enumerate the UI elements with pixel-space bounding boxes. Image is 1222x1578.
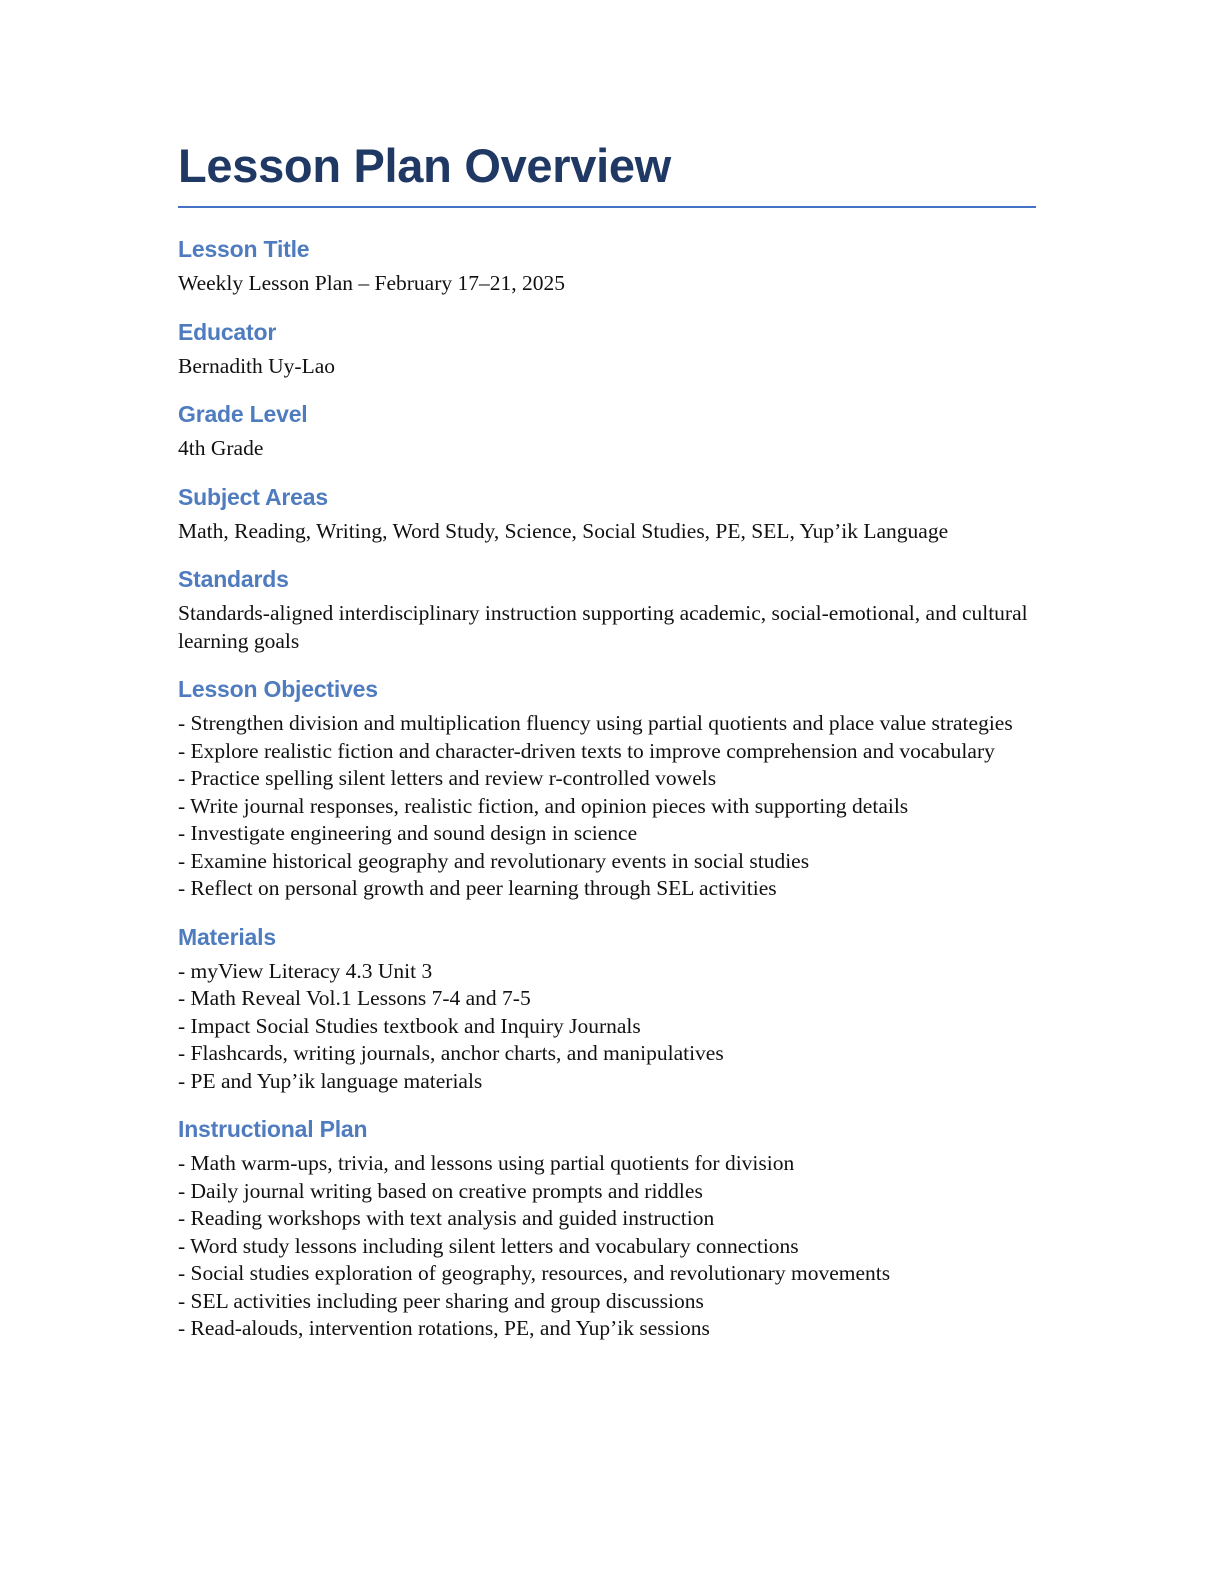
list-item: - Math Reveal Vol.1 Lessons 7-4 and 7-5: [178, 986, 531, 1010]
grade-level-heading: Grade Level: [178, 401, 308, 427]
grade-level-text: 4th Grade: [178, 436, 264, 460]
lesson-title-heading: Lesson Title: [178, 236, 310, 262]
list-item: - Write journal responses, realistic fiction, and opinion pieces with supporting details: [178, 793, 909, 818]
standards-heading: Standards: [178, 566, 289, 592]
list-item: - myView Literacy 4.3 Unit 3: [178, 958, 433, 983]
list-item: - Read-alouds, intervention rotations, PE, and Yup’ik sessions: [178, 1316, 710, 1340]
standards-text: Standards-aligned interdisciplinary instruction supporting academic, social-emotional, and cultural learning goals: [178, 601, 1028, 653]
list-item: - Practice spelling silent letters and review r-controlled vowels: [178, 766, 717, 790]
section-materials: [178, 922, 1036, 1096]
subject-areas-text: Math, Reading, Writing, Word Study, Science, Social Studies, PE, SEL, Yup’ik Language: [178, 518, 949, 543]
materials-heading: Materials: [178, 923, 276, 950]
section-lesson-objectives: [178, 674, 1036, 903]
subject-areas-heading: Subject Areas: [178, 483, 328, 510]
list-item: - Social studies exploration of geography, resources, and revolutionary movements: [178, 1261, 891, 1285]
list-item: - PE and Yup’ik language materials: [178, 1068, 483, 1093]
section-subject-areas: [178, 482, 1036, 546]
list-item: - Explore realistic fiction and character-driven texts to improve comprehension and vocabulary: [178, 738, 995, 763]
document-page: [178, 138, 1036, 1343]
section-lesson-title: [178, 234, 1036, 298]
materials-list: [178, 958, 1036, 1096]
list-item: - Impact Social Studies textbook and Inquiry Journals: [178, 1013, 641, 1038]
list-item: - Examine historical geography and revolutionary events in social studies: [178, 848, 810, 873]
section-instructional-plan: [178, 1114, 1036, 1343]
educator-text: Bernadith Uy-Lao: [178, 353, 336, 378]
lesson-title-text: Weekly Lesson Plan – February 17–21, 2025: [178, 271, 565, 295]
list-item: - Word study lessons including silent letters and vocabulary connections: [178, 1233, 799, 1258]
section-standards: [178, 564, 1036, 655]
list-item: - Flashcards, writing journals, anchor charts, and manipulatives: [178, 1041, 724, 1065]
document-title: Lesson Plan Overview: [178, 138, 1036, 208]
educator-heading: Educator: [178, 318, 277, 345]
list-item: - Reading workshops with text analysis and guided instruction: [178, 1206, 715, 1230]
instructional-plan-heading: Instructional Plan: [178, 1116, 368, 1142]
section-grade-level: [178, 399, 1036, 463]
list-item: - Strengthen division and multiplication fluency using partial quotients and place value strategies: [178, 711, 1013, 735]
list-item: - Investigate engineering and sound design in science: [178, 821, 638, 845]
list-item: - Daily journal writing based on creative prompts and riddles: [178, 1178, 703, 1203]
lesson-objectives-heading: Lesson Objectives: [178, 676, 378, 702]
instructional-plan-list: [178, 1150, 1036, 1343]
list-item: - SEL activities including peer sharing and group discussions: [178, 1288, 704, 1313]
section-educator: [178, 317, 1036, 381]
list-item: - Math warm-ups, trivia, and lessons using partial quotients for division: [178, 1151, 795, 1175]
lesson-objectives-list: [178, 710, 1036, 903]
list-item: - Reflect on personal growth and peer learning through SEL activities: [178, 876, 777, 900]
